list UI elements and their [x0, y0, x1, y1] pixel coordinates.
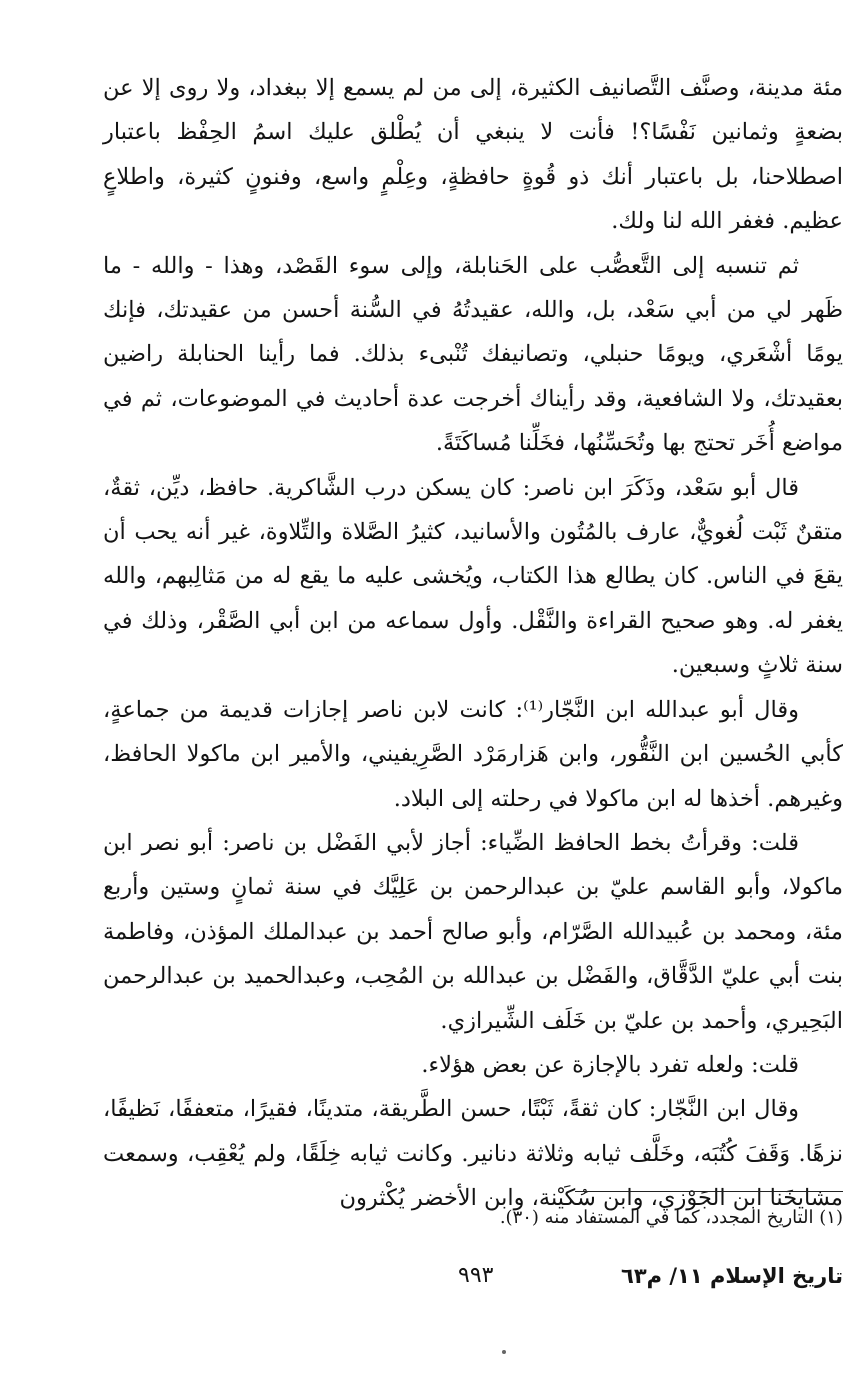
- paragraph-2: ثم تنسبه إلى التَّعصُّب على الحَنابلة، وإلى سوء القَصْد، وهذا - والله - ما ظَهر لي من أبي سَعْد، بل، والله، عقيدتُهُ في السُّنة أحسن من عقيدتك، فإنك يومًا أشْعَري، ويومًا حنبلي، وتصانيفك تُنْبىء بذلك. فما رأينا الحنابلة راضين بعقيدتك، ولا الشافعية، وقد رأيناك أخرجت عدة أحاديث في الموضوعات، ثم في مواضع أُخَر تحتج بها وتُحَسِّنُها، فخَلِّنا مُساكَتَةً.: [103, 252, 843, 457]
- running-title: تاريخ الإسلام ١١/ م٦٣: [621, 1264, 843, 1288]
- paragraph-3: قال أبو سَعْد، وذَكَرَ ابن ناصر: كان يسكن درب الشَّاكرية. حافظ، ديِّن، ثقةٌ، متقنٌ ثَبْت لُغويٌّ، عارف بالمُتُون والأسانيد، كثيرُ الصَّلاة والتِّلاوة، غير أنه يحب أن يقعَ في الناس. كان يطالع هذا الكتاب، ويُخشى عليه ما يقع له من مَثالِبهم، والله يغفر له. وهو صحيح القراءة والنَّقْل. وأول سماعه من ابن أبي الصَّقْر، وذلك في سنة ثلاثٍ وسبعين.: [103, 474, 843, 679]
- scan-speck: [502, 1350, 506, 1354]
- paragraph-7: وقال ابن النَّجّار: كان ثقةً، ثَبْتًا، حسن الطَّريقة، متدينًا، فقيرًا، متعففًا، نَظيفًا، نزهًا. وَقَفَ كُتُبَه، وخَلَّف ثيابه وثلاثة دنانير. وكانت ثيابه خِلَقًا، ولم يُعْقِب، وسمعت مشايخَنا ابن الجَوْزي، وابن سُكَيْنة، وابن الأخضر يُكْثرون: [103, 1096, 843, 1212]
- page-number: ٩٩٣: [458, 1263, 494, 1288]
- paragraph-4: وقال أبو عبدالله ابن النَّجّار⁽¹⁾: كانت لابن ناصر إجازات قديمة من جماعةٍ، كأبي الحُسين ابن النَّقُّور، وابن هَزارمَرْد الصَّرِيفيني، والأمير ابن ماكولا الحافظ، وغيرهم. أخذها له ابن ماكولا في رحلته إلى البلاد.: [103, 696, 843, 812]
- footnote-divider: [575, 1191, 843, 1192]
- paragraph-1: مئة مدينة، وصنَّف التَّصانيف الكثيرة، إلى من لم يسمع إلا ببغداد، ولا روى إلا عن بضعةٍ وثمانين نَفْسًا؟! فأنت لا ينبغي أن يُطْلق عليك اسمُ الحِفْظ باعتبار اصطلاحنا، بل باعتبار أنك ذو قُوةٍ حافظةٍ، وعِلْمٍ واسع، وفنونٍ كثيرة، واطلاعٍ عظيم. فغفر الله لنا ولك.: [103, 75, 843, 235]
- paragraph-6: قلت: ولعله تفرد بالإجازة عن بعض هؤلاء.: [421, 1051, 799, 1078]
- paragraph-5: قلت: وقرأتُ بخط الحافظ الضِّياء: أجاز لأبي الفَضْل بن ناصر: أبو نصر ابن ماكولا، وأبو القاسم عليّ بن عبدالرحمن بن عَلِيَّك في سنة ثمانٍ وستين وأربع مئة، ومحمد بن عُبيدالله الصَّرّام، وأبو صالح أحمد بن عبدالملك المؤذن، وفاطمة بنت أبي عليّ الدَّقَّاق، والفَضْل بن عبدالله بن المُحِب، وعبدالحميد بن عبدالرحمن البَحِيري، وأحمد بن عليّ بن خَلَف الشِّيرازي.: [103, 829, 843, 1034]
- main-text: [103, 66, 843, 1221]
- footnote: (١) التاريخ المجدد، كما في المستفاد منه (٣٠).: [499, 1207, 843, 1228]
- page-footer: [103, 1256, 843, 1296]
